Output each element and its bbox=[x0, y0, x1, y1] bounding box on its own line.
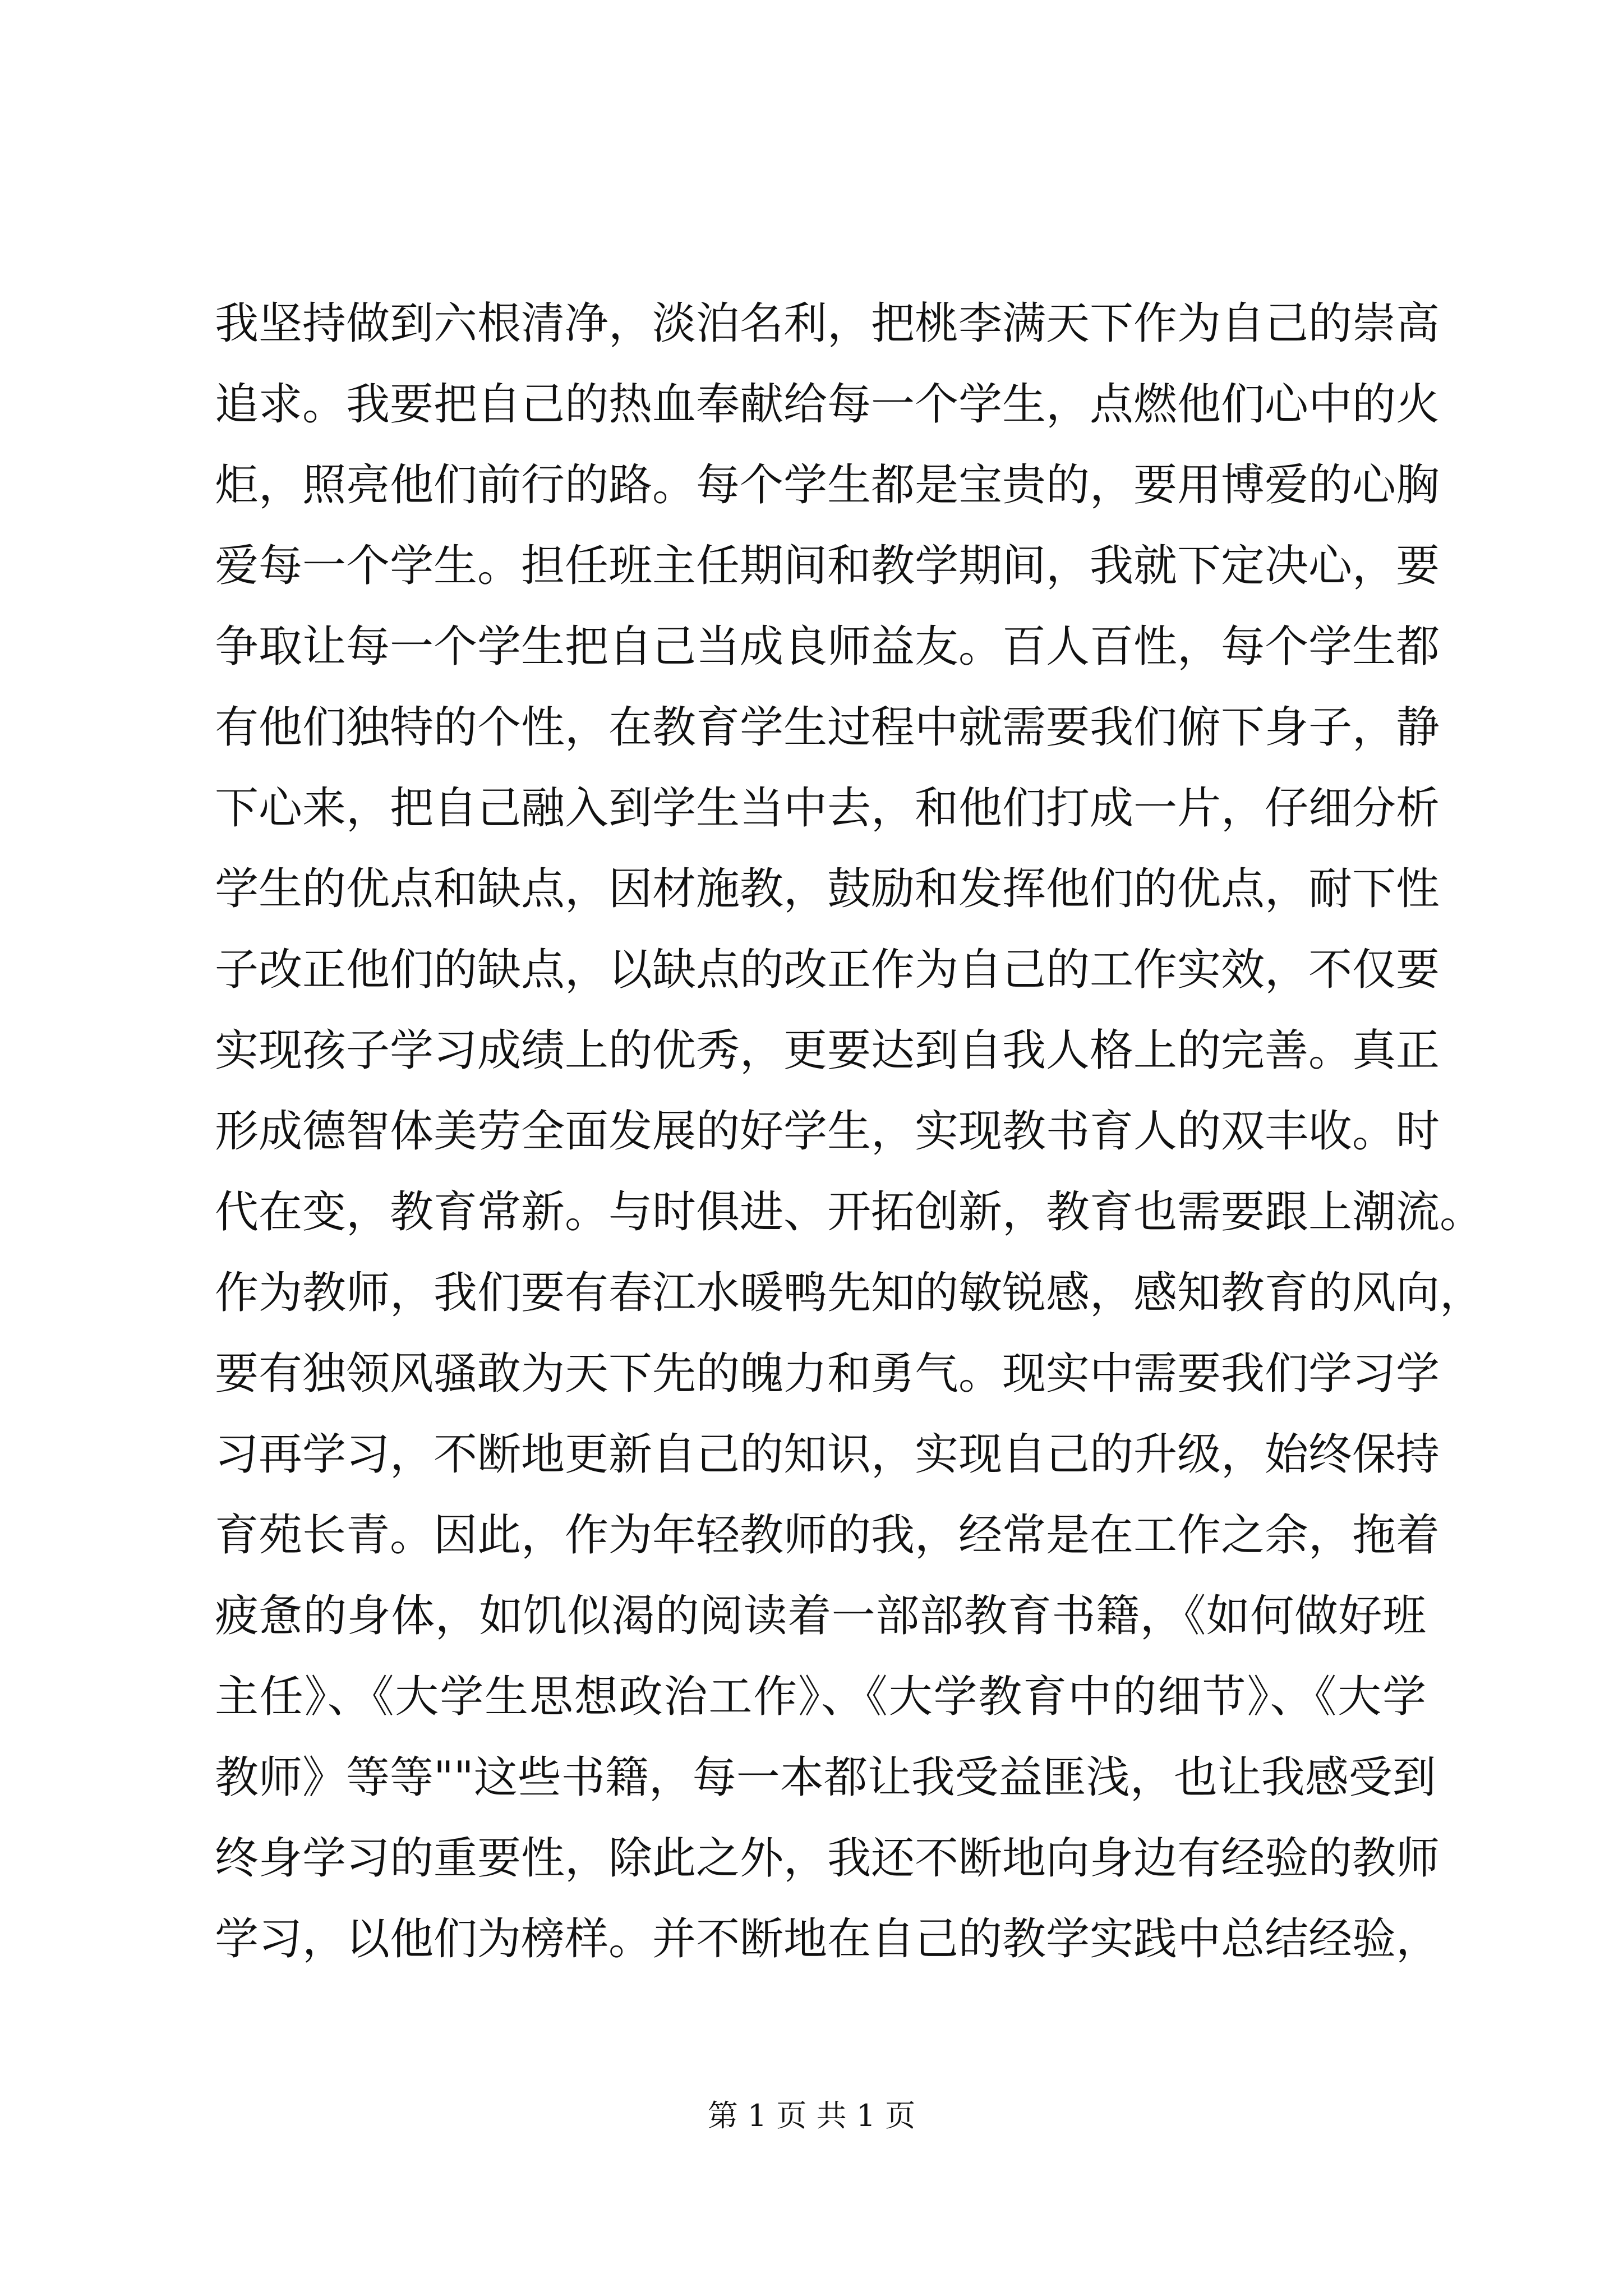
text-line: 主任》、《大学生思想政治工作》、《大学教育中的细节》、《大学 bbox=[215, 1672, 1426, 1722]
page-number-label: 第 1 页 共 1 页 bbox=[707, 2098, 916, 2133]
text-line: 下心来，把自己融入到学生当中去，和他们打成一片，仔细分析 bbox=[215, 783, 1440, 834]
text-line: 要有独领风骚敢为天下先的魄力和勇气。现实中需要我们学习学 bbox=[215, 1349, 1440, 1399]
text-line: 终身学习的重要性，除此之外，我还不断地向身边有经验的教师 bbox=[215, 1833, 1440, 1884]
text-line: 爱每一个学生。担任班主任期间和教学期间，我就下定决心，要 bbox=[215, 541, 1440, 591]
text-line: 疲惫的身体，如饥似渴的阅读着一部部教育书籍，《如何做好班 bbox=[215, 1591, 1426, 1641]
body-paragraph bbox=[215, 283, 1484, 1980]
text-line: 实现孩子学习成绩上的优秀，更要达到自我人格上的完善。真正 bbox=[215, 1025, 1440, 1076]
text-line: 追求。我要把自己的热血奉献给每一个学生，点燃他们心中的火 bbox=[215, 379, 1440, 430]
text-line: 习再学习，不断地更新自己的知识，实现自己的升级，始终保持 bbox=[215, 1429, 1440, 1480]
text-line: 我坚持做到六根清净，淡泊名利，把桃李满天下作为自己的崇高 bbox=[215, 298, 1440, 349]
text-line: 学生的优点和缺点，因材施教，鼓励和发挥他们的优点，耐下性 bbox=[215, 864, 1440, 914]
text-line: 学习，以他们为榜样。并不断地在自己的教学实践中总结经验， bbox=[215, 1914, 1440, 1964]
text-line: 形成德智体美劳全面发展的好学生，实现教书育人的双丰收。时 bbox=[215, 1106, 1440, 1157]
text-line: 有他们独特的个性，在教育学生过程中就需要我们俯下身子，静 bbox=[215, 702, 1440, 753]
text-line: 作为教师，我们要有春江水暖鸭先知的敏锐感，感知教育的风向， bbox=[215, 1268, 1484, 1318]
text-line: 育苑长青。因此，作为年轻教师的我，经常是在工作之余，拖着 bbox=[215, 1510, 1440, 1561]
page-footer bbox=[0, 2093, 1623, 2138]
text-line: 教师》等等""这些书籍，每一本都让我受益匪浅，也让我感受到 bbox=[215, 1752, 1436, 1803]
text-line: 代在变，教育常新。与时俱进、开拓创新，教育也需要跟上潮流。 bbox=[215, 1187, 1484, 1237]
text-line: 争取让每一个学生把自己当成良师益友。百人百性，每个学生都 bbox=[215, 622, 1440, 672]
text-line: 子改正他们的缺点，以缺点的改正作为自己的工作实效，不仅要 bbox=[215, 945, 1440, 995]
text-line: 炬，照亮他们前行的路。每个学生都是宝贵的，要用博爱的心胸 bbox=[215, 460, 1440, 510]
